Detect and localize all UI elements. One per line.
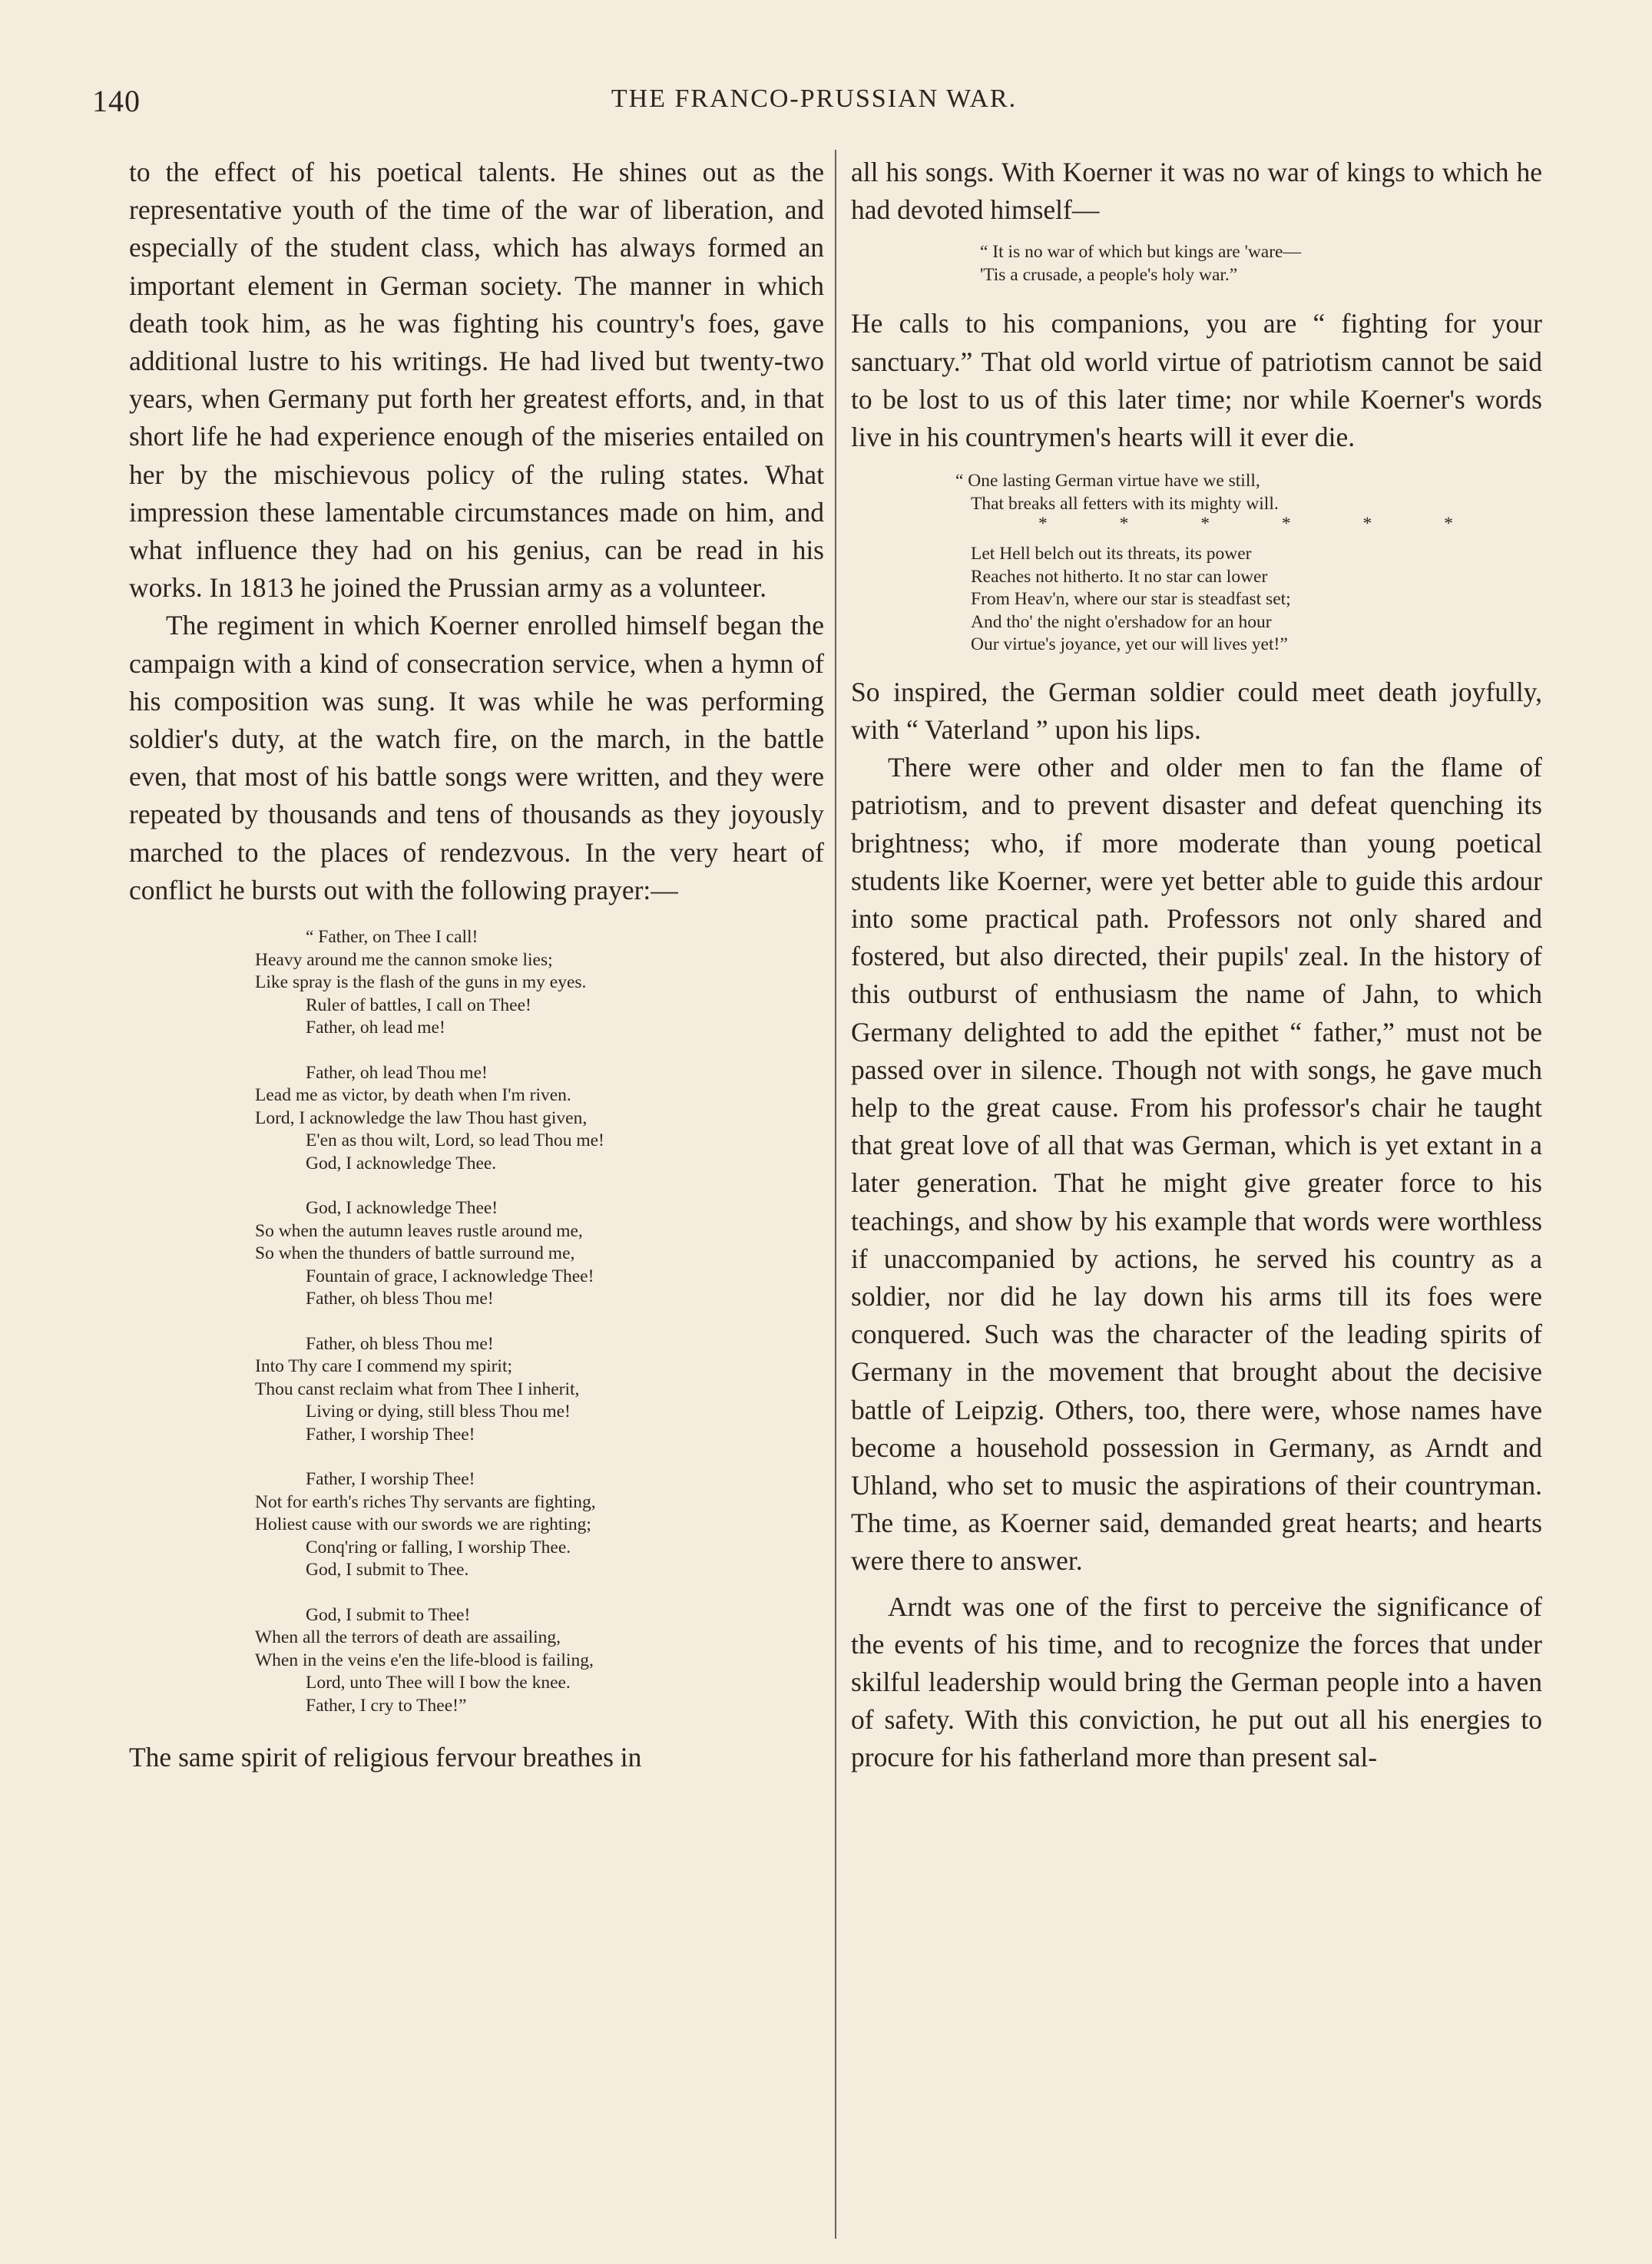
stanza: [255, 1604, 824, 1718]
verse-line: Lead me as victor, by death when I'm riven.: [255, 1085, 571, 1106]
verse-line: Lord, I acknowledge the law Thou hast given,: [255, 1107, 588, 1128]
verse-line: Father, I cry to Thee!”: [306, 1695, 467, 1716]
ellipsis-stars: * * * * * *: [1038, 514, 1487, 535]
verse-line: Lord, unto Thee will I bow the knee.: [306, 1673, 571, 1693]
paragraph: The same spirit of religious fervour breathes in: [129, 1742, 642, 1773]
stanza: [255, 1468, 824, 1582]
verse-line: Let Hell belch out its threats, its power: [971, 544, 1252, 564]
verse-line: Father, oh lead me!: [306, 1018, 445, 1038]
verse-line: Like spray is the flash of the guns in my eyes.: [255, 972, 587, 993]
verse-line: That breaks all fetters with its mighty will.: [971, 493, 1279, 514]
verse-line: Into Thy care I commend my spirit;: [255, 1356, 513, 1377]
verse-line: Holiest cause with our swords we are righting;: [255, 1514, 591, 1535]
verse-line: Reaches not hitherto. It no star can lower: [971, 566, 1268, 587]
verse-line: 'Tis a crusade, a people's holy war.”: [980, 264, 1238, 285]
stanza: [255, 1333, 824, 1447]
verse-line: Father, oh bless Thou me!: [306, 1333, 494, 1354]
page-header: [92, 83, 1536, 129]
verse-line: Conq'ring or falling, I worship Thee.: [306, 1537, 571, 1557]
verse-line: Father, I worship Thee!: [306, 1424, 475, 1445]
prayer-verse: [129, 926, 824, 1717]
verse-line: Not for earth's riches Thy servants are fighting,: [255, 1491, 596, 1512]
right-column: [851, 154, 1542, 1777]
verse-line: E'en as thou wilt, Lord, so lead Thou me!: [306, 1130, 604, 1151]
verse-line: “ Father, on Thee I call!: [306, 927, 478, 948]
verse-line: God, I submit to Thee.: [306, 1560, 469, 1580]
page-number: 140: [92, 84, 141, 118]
running-title: THE FRANCO-PRUSSIAN WAR.: [611, 84, 1018, 113]
paragraph: all his songs. With Koerner it was no war of kings to which he had devoted himself—: [851, 157, 1542, 226]
paragraph: Arndt was one of the first to perceive the significance of the events of his time, and to recognize the forces that under skilful leadership would bring the German people into a haven of safety. With this conviction, he put out all his energies to procure for his fatherland more than present sal-: [851, 1590, 1542, 1773]
stanza: [255, 1062, 824, 1176]
quote-verse: [851, 470, 1542, 657]
verse-line: Fountain of grace, I acknowledge Thee!: [306, 1266, 594, 1286]
paragraph: He calls to his companions, you are “ fighting for your sanctuary.” That old world virtue of patriotism cannot be said to be lost to us of this later time; nor while Koerner's words live in his countrymen's hearts will it ever die.: [851, 308, 1542, 453]
verse-line: “ One lasting German virtue have we still,: [955, 471, 1260, 492]
verse-line: When all the terrors of death are assailing,: [255, 1627, 561, 1648]
verse-line: Ruler of battles, I call on Thee!: [306, 995, 531, 1015]
paragraph: There were other and older men to fan the flame of patriotism, and to prevent disaster and defeat quenching its brightness; who, if more moderate than young poetical students like Koerner, were yet better able to guide this ardour into some practical path. Professors not only shared and fostered, but also directed, their pupils' zeal. In the history of this outburst of enthusiasm the name of Jahn, to which Germany delighted to add the epithet “ father,” must not be passed over in silence. Though not with songs, he gave much help to the great cause. From his professor's chair he taught that great love of all that was German, which is yet extant in a later generation. That he might give greater force to his teachings, and show by his example that words were worthless if unaccompanied by actions, he served his country as a soldier, nor did he lay down his arms till its foes were conquered. Such was the character of the leading spirits of Germany in the movement that brought about the decisive battle of Leipzig. Others, too, there were, whose names have become a household possession in Germany, as Arndt and Uhland, who set to music the aspirations of their countryman. The time, as Koerner said, demanded great hearts; and hearts were there to answer.: [851, 752, 1542, 1577]
paragraph: to the effect of his poetical talents. He shines out as the representative youth of the time of the war of liberation, and especially of the student class, which has always formed an important element in German society. The manner in which death took him, as he was fighting his country's foes, gave additional lustre to his writings. He had lived but twenty-two years, when Germany put forth her greatest efforts, and, in that short life he had experience enough of the miseries entailed on her by the mischievous policy of the ruling states. What impression these lamentable circumstances made on him, and what influence they had on his genius, can be read in his works. In 1813 he joined the Prussian army as a volunteer.: [129, 157, 824, 604]
verse-line: From Heav'n, where our star is steadfast set;: [971, 589, 1291, 610]
left-column: [129, 154, 824, 1776]
verse-line: When in the veins e'en the life-blood is failing,: [255, 1650, 594, 1670]
verse-line: “ It is no war of which but kings are 'ware—: [980, 242, 1301, 263]
verse-line: And tho' the night o'ershadow for an hour: [971, 611, 1272, 632]
paragraph: So inspired, the German soldier could meet death joyfully, with “ Vaterland ” upon his lips.: [851, 676, 1542, 745]
stanza: [255, 926, 824, 1040]
verse-line: God, I submit to Thee!: [306, 1604, 471, 1625]
verse-line: So when the thunders of battle surround me,: [255, 1243, 575, 1264]
verse-line: So when the autumn leaves rustle around me,: [255, 1220, 583, 1241]
verse-line: Our virtue's joyance, yet our will lives yet!”: [971, 634, 1288, 655]
quote-verse: [851, 241, 1542, 286]
column-divider: [835, 150, 836, 2239]
verse-line: Heavy around me the cannon smoke lies;: [255, 949, 553, 970]
verse-line: God, I acknowledge Thee.: [306, 1153, 497, 1173]
paragraph: The regiment in which Koerner enrolled himself began the campaign with a kind of consecration service, when a hymn of his composition was sung. It was while he was performing soldier's duty, at the watch fire, on the march, in the battle even, that most of his battle songs were written, and they were repeated by thousands and tens of thousands as they joyously marched to the places of rendezvous. In the very heart of conflict he bursts out with the following prayer:—: [129, 610, 824, 905]
verse-line: Father, oh bless Thou me!: [306, 1289, 494, 1309]
verse-line: Living or dying, still bless Thou me!: [306, 1402, 571, 1422]
stanza: [255, 1197, 824, 1311]
verse-line: Father, I worship Thee!: [306, 1469, 475, 1490]
verse-line: Father, oh lead Thou me!: [306, 1062, 488, 1083]
verse-line: Thou canst reclaim what from Thee I inherit,: [255, 1379, 580, 1399]
verse-line: God, I acknowledge Thee!: [306, 1198, 498, 1219]
